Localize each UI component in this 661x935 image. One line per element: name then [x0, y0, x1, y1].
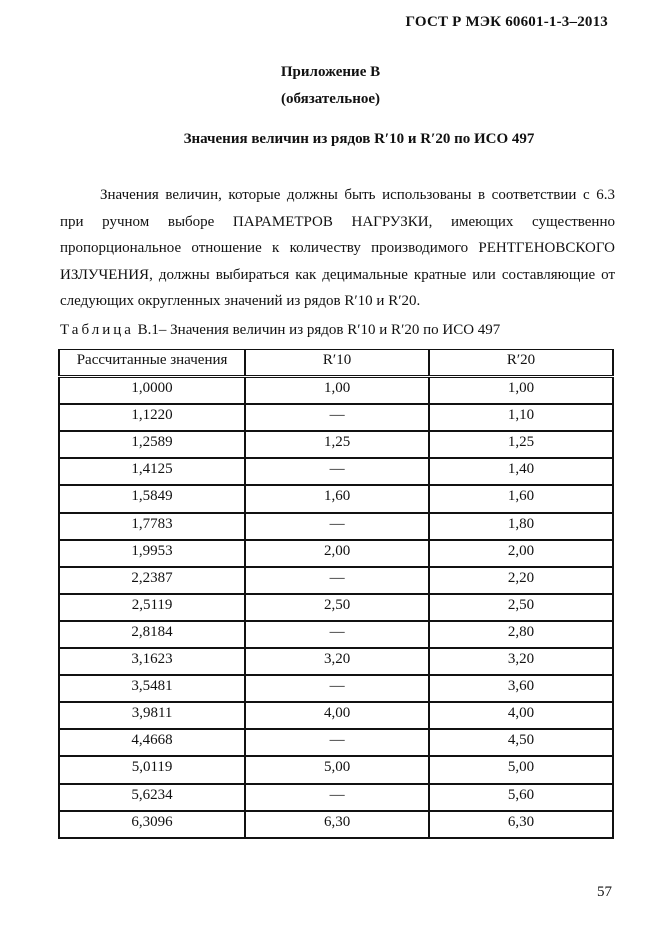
cell-r10: — — [245, 729, 429, 756]
table-row — [59, 485, 613, 512]
cell-r20: 1,60 — [429, 485, 613, 512]
cell-calculated-value: 5,0119 — [59, 756, 245, 783]
table-row — [59, 458, 613, 485]
cell-r10: 1,60 — [245, 485, 429, 512]
table-caption — [60, 322, 500, 339]
table-row — [59, 784, 613, 811]
cell-calculated-value: 6,3096 — [59, 811, 245, 838]
section-heading: Значения величин из рядов R′10 и R′20 по ИСО 497 — [183, 131, 535, 147]
cell-r10: 2,50 — [245, 594, 429, 621]
cell-calculated-value: 1,9953 — [59, 540, 245, 567]
cell-r20: 4,50 — [429, 729, 613, 756]
cell-r20: 6,30 — [429, 811, 613, 838]
appendix-title: Приложение В — [280, 64, 381, 80]
body-paragraph: Значения величин, которые должны быть использованы в соответствии с 6.3 при ручном выборе ПАРАМЕТРОВ НАГРУЗКИ, имеющих существенно пропорциональное отношение к количеству производимого РЕНТГЕНОВСКОГО ИЗЛУЧЕНИЯ, должны выбираться как децимальные кратные или составляющие от следующих округленных значений из рядов R′10 и R′20. — [60, 187, 615, 309]
cell-calculated-value: 4,4668 — [59, 729, 245, 756]
cell-calculated-value: 1,7783 — [59, 513, 245, 540]
cell-r20: 2,20 — [429, 567, 613, 594]
cell-calculated-value: 1,4125 — [59, 458, 245, 485]
cell-calculated-value: 1,5849 — [59, 485, 245, 512]
cell-r10: — — [245, 404, 429, 431]
cell-r10: 2,00 — [245, 540, 429, 567]
cell-r10: 4,00 — [245, 702, 429, 729]
cell-r20: 1,80 — [429, 513, 613, 540]
standard-code: ГОСТ Р МЭК 60601-1-3–2013 — [405, 14, 608, 30]
cell-r20: 2,00 — [429, 540, 613, 567]
values-table — [58, 349, 614, 839]
cell-r10: — — [245, 458, 429, 485]
cell-calculated-value: 3,1623 — [59, 648, 245, 675]
cell-calculated-value: 1,1220 — [59, 404, 245, 431]
cell-calculated-value: 2,2387 — [59, 567, 245, 594]
table-row — [59, 377, 613, 405]
table-header-row — [59, 350, 613, 377]
table-row — [59, 540, 613, 567]
cell-calculated-value: 5,6234 — [59, 784, 245, 811]
cell-r10: 3,20 — [245, 648, 429, 675]
cell-r10: 6,30 — [245, 811, 429, 838]
cell-r20: 1,00 — [429, 377, 613, 405]
cell-r10: — — [245, 784, 429, 811]
header-calculated-values: Рассчитанные значения — [59, 350, 245, 377]
table-row — [59, 621, 613, 648]
cell-calculated-value: 3,5481 — [59, 675, 245, 702]
cell-calculated-value: 3,9811 — [59, 702, 245, 729]
cell-r20: 3,60 — [429, 675, 613, 702]
table-row — [59, 675, 613, 702]
table-body — [59, 377, 613, 838]
table-caption-prefix: Таблица — [60, 322, 134, 338]
table-row — [59, 594, 613, 621]
cell-r20: 2,50 — [429, 594, 613, 621]
page-number: 57 — [597, 884, 612, 900]
cell-calculated-value: 1,0000 — [59, 377, 245, 405]
cell-r20: 1,25 — [429, 431, 613, 458]
cell-r20: 4,00 — [429, 702, 613, 729]
cell-r20: 2,80 — [429, 621, 613, 648]
cell-r20: 5,60 — [429, 784, 613, 811]
table-row — [59, 513, 613, 540]
table-row — [59, 567, 613, 594]
cell-calculated-value: 2,8184 — [59, 621, 245, 648]
cell-r10: 5,00 — [245, 756, 429, 783]
cell-r10: — — [245, 567, 429, 594]
table-row — [59, 811, 613, 838]
cell-calculated-value: 2,5119 — [59, 594, 245, 621]
cell-r10: — — [245, 675, 429, 702]
table-row — [59, 431, 613, 458]
cell-r20: 3,20 — [429, 648, 613, 675]
table-row — [59, 729, 613, 756]
cell-r10: 1,00 — [245, 377, 429, 405]
cell-calculated-value: 1,2589 — [59, 431, 245, 458]
table-caption-text: В.1– Значения величин из рядов R′10 и R′20 по ИСО 497 — [137, 322, 501, 338]
cell-r20: 5,00 — [429, 756, 613, 783]
cell-r20: 1,40 — [429, 458, 613, 485]
cell-r20: 1,10 — [429, 404, 613, 431]
table-row — [59, 702, 613, 729]
cell-r10: — — [245, 513, 429, 540]
table-row — [59, 756, 613, 783]
header-r10: R′10 — [245, 350, 429, 377]
table-row — [59, 404, 613, 431]
appendix-status: (обязательное) — [280, 91, 381, 107]
header-r20: R′20 — [429, 350, 613, 377]
cell-r10: 1,25 — [245, 431, 429, 458]
cell-r10: — — [245, 621, 429, 648]
table-row — [59, 648, 613, 675]
